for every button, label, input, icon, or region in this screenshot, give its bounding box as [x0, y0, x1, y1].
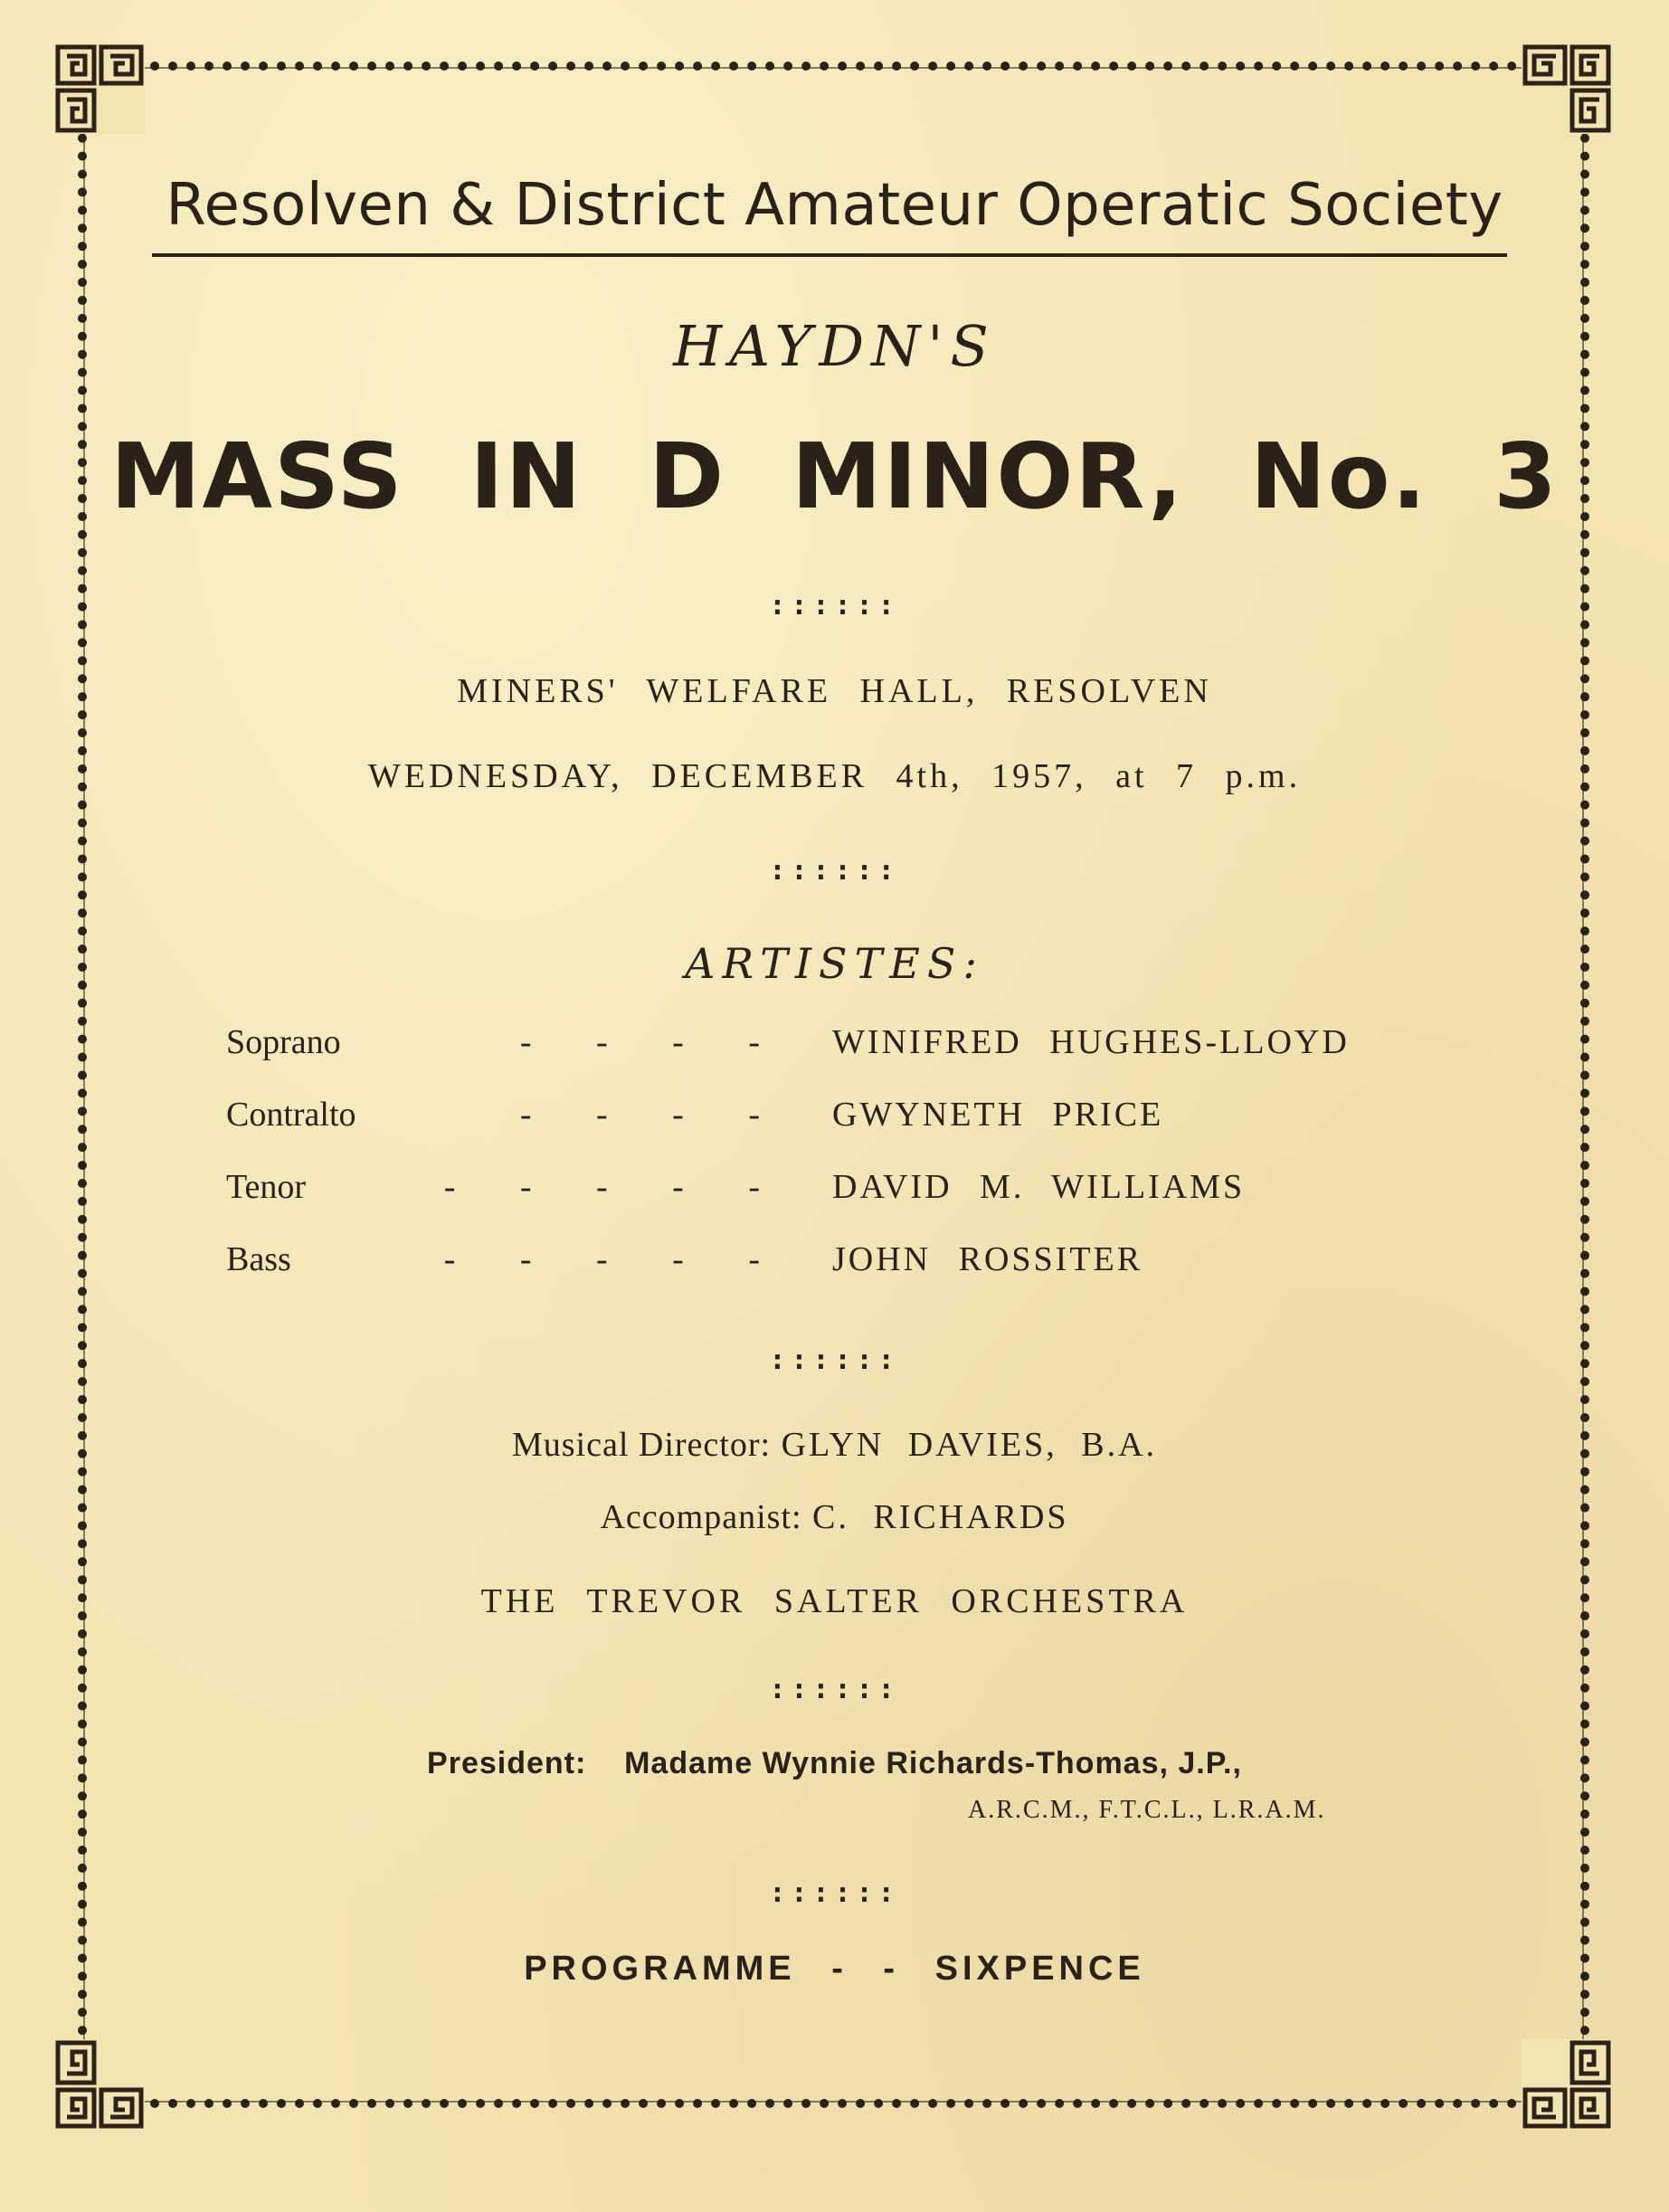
accompanist-label: Accompanist: — [600, 1498, 802, 1536]
cast-dashes: - - - - — [519, 1096, 760, 1134]
cast-name: JOHN ROSSITER — [832, 1240, 1143, 1278]
president — [0, 1746, 1669, 1781]
venue: MINERS' WELFARE HALL, RESOLVEN — [457, 672, 1212, 710]
cast-name: DAVID M. WILLIAMS — [832, 1168, 1246, 1206]
cast-row — [0, 1239, 1669, 1294]
cast-role: Contralto — [226, 1096, 356, 1134]
president-qualifications: A.R.C.M., F.T.C.L., L.R.A.M. — [968, 1796, 1326, 1824]
work-title: MASS IN D MINOR, No. 3 — [110, 423, 1559, 529]
composer-heading: HAYDN'S — [673, 313, 996, 379]
cast-name: WINIFRED HUGHES-LLOYD — [832, 1023, 1350, 1061]
corner-ornament-icon — [1522, 43, 1612, 134]
musical-director-name: GLYN DAVIES, B.A. — [781, 1426, 1158, 1464]
president-name: Madame Wynnie Richards-Thomas, J.P., — [624, 1746, 1242, 1780]
cast-role: Tenor — [226, 1168, 307, 1206]
cast-role: Soprano — [226, 1023, 341, 1061]
orchestra: THE TREVOR SALTER ORCHESTRA — [480, 1582, 1189, 1620]
president-label: President: — [427, 1746, 587, 1780]
separator: :::::: — [769, 1674, 900, 1705]
cast-row — [0, 1022, 1669, 1077]
separator: :::::: — [769, 855, 900, 887]
accompanist-name: C. RICHARDS — [812, 1498, 1069, 1536]
cast-row — [0, 1167, 1669, 1221]
society-name: Resolven & District Amateur Operatic Society — [166, 172, 1503, 239]
header-rule — [152, 253, 1507, 257]
programme-price: PROGRAMME - - SIXPENCE — [524, 1950, 1145, 1988]
cast-name: GWYNETH PRICE — [832, 1096, 1164, 1134]
separator: :::::: — [769, 1344, 900, 1376]
musical-director — [0, 1425, 1669, 1465]
separator: :::::: — [769, 1877, 900, 1909]
corner-ornament-icon — [54, 43, 145, 134]
cast-dashes: - - - - — [519, 1023, 760, 1061]
corner-ornament-icon — [1522, 2039, 1612, 2130]
musical-director-label: Musical Director: — [511, 1426, 772, 1464]
cast-dashes: - - - - - — [443, 1240, 760, 1278]
performance-date: WEDNESDAY, DECEMBER 4th, 1957, at 7 p.m. — [367, 757, 1302, 795]
cast-dashes: - - - - - — [443, 1168, 760, 1206]
corner-ornament-icon — [54, 2039, 145, 2130]
artistes-heading: ARTISTES: — [685, 939, 984, 988]
accompanist — [0, 1497, 1669, 1537]
cast-row — [0, 1095, 1669, 1149]
cast-role: Bass — [226, 1240, 291, 1278]
separator: :::::: — [769, 590, 900, 622]
